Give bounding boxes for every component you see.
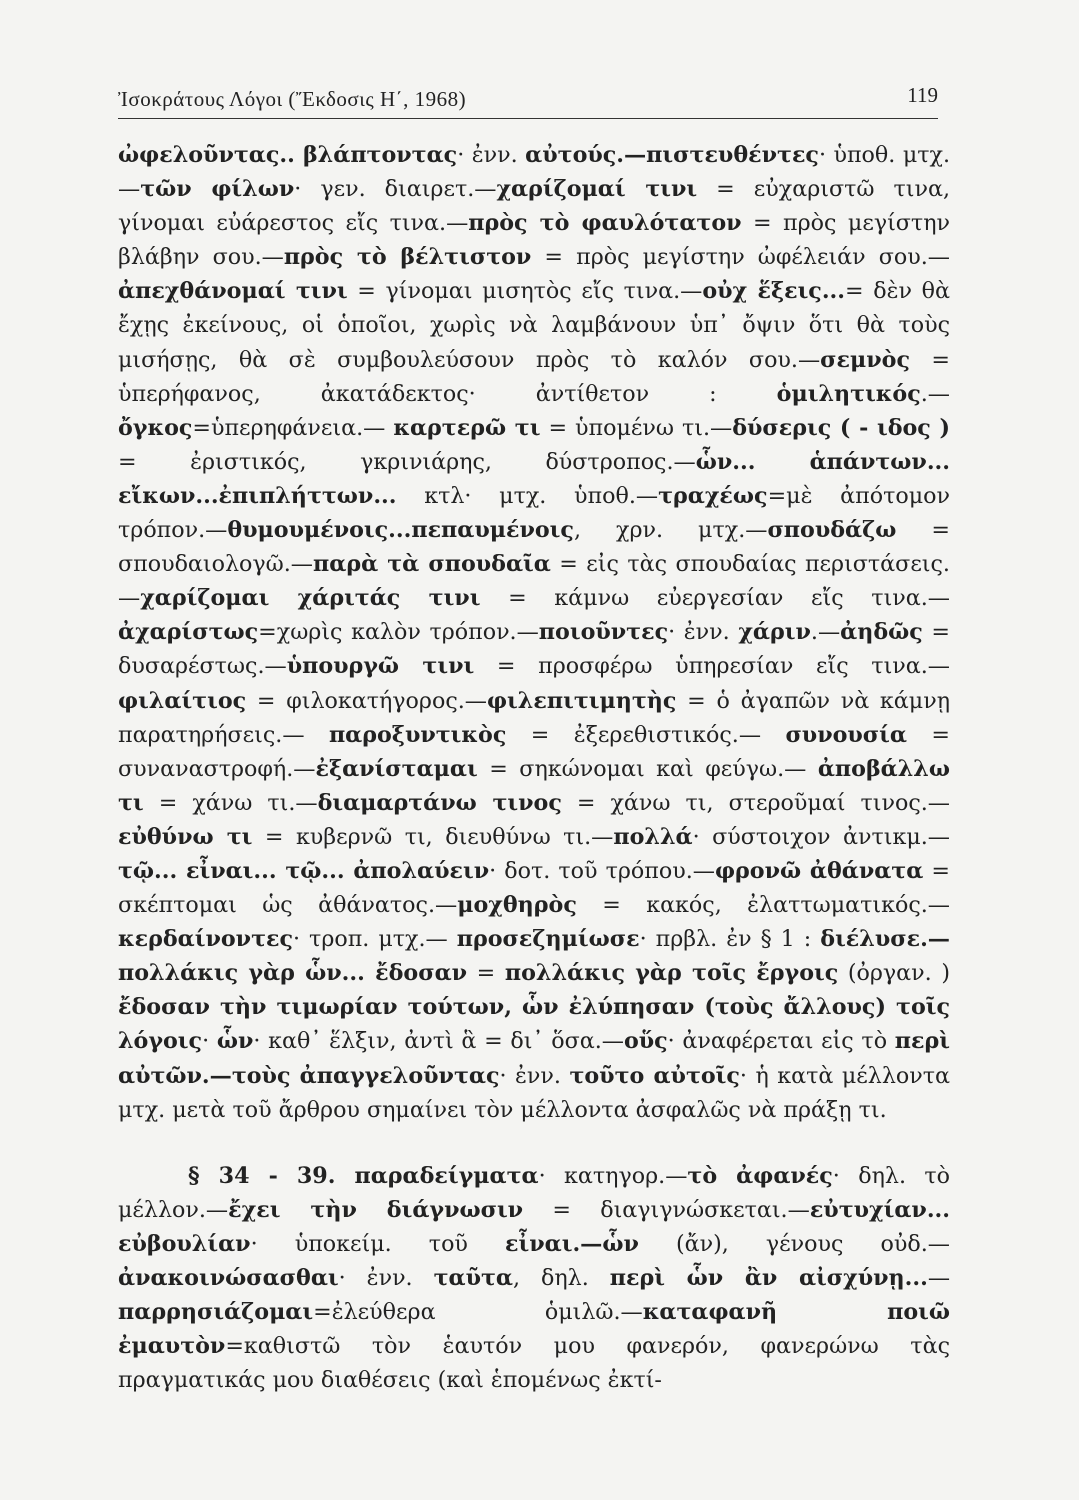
headword-term: παροξυντικὸς <box>328 721 507 748</box>
headword-term: θυμουμένοις...πεπαυμένοις <box>227 517 574 544</box>
headword-term: κερδαίνοντες <box>118 926 293 953</box>
headword-term: διέλυσε.—πολλάκις γὰρ ὧν... ἔδοσαν <box>118 926 950 987</box>
gloss-text: .— <box>920 380 950 407</box>
gloss-text: · καθ᾽ ἕλξιν, ἀντὶ ἃ = δι᾽ ὅσα.— <box>253 1028 624 1055</box>
headword-term: σεμνὸς <box>820 346 910 373</box>
gloss-text: κτλ· μτχ. ὑποθ.— <box>396 482 659 509</box>
headword-term: ἀχαρίστως <box>118 619 259 646</box>
gloss-text: = δὲν θὰ ἔχῃς ἐκείνους, οἱ ὁποῖοι, χωρὶς νὰ λαμβάνουν ὑπ᾽ ὄψιν ὅτι θὰ τοὺς μισήσῃς, θὰ σὲ συμβουλεύσουν πρὸς τὸ καλόν σου.— <box>118 278 950 373</box>
headword-term: περὶ ὧν ἂν αἰσχύνῃ... <box>609 1265 928 1291</box>
gloss-text: · ἐνν. <box>457 142 526 168</box>
running-title: Ἰσοκράτους Λόγοι (Ἔκδοσις Η΄, 1968) <box>118 87 467 111</box>
headword-term: εἶναι.—ὧν <box>505 1230 639 1257</box>
gloss-text: = συναναστροφή.— <box>118 721 950 782</box>
headword-term: οὐχ ἕξεις... <box>702 278 845 305</box>
gloss-text: , χρν. μτχ.— <box>573 517 768 544</box>
commentary-paragraph-1 <box>118 138 950 1127</box>
headword-term: εὐτυχίαν... εὐβουλίαν <box>118 1196 950 1257</box>
gloss-text: (ὀργαν. ) <box>838 960 950 987</box>
gloss-text: = γίνομαι μισητὸς εἴς τινα.— <box>347 278 703 305</box>
headword-term: τῷ... εἶναι... τῷ... ἀπολαύειν <box>118 857 490 884</box>
headword-term: παρρησιάζομαι <box>118 1299 314 1326</box>
headword-term: μοχθηρὸς <box>457 892 577 919</box>
headword-term: σπουδάζω <box>767 517 897 544</box>
gloss-text: · ἀναφέρεται εἰς τὸ <box>667 1028 895 1055</box>
headword-term: ὁμιλητικός <box>776 380 921 407</box>
gloss-text: = προσφέρω ὑπηρεσίαν εἴς τινα.— <box>474 653 950 680</box>
gloss-text: = χάνω τι.— <box>143 789 318 816</box>
headword-term: εὐθύνω τι <box>118 823 253 850</box>
headword-term: ταῦτα <box>433 1265 513 1291</box>
page-number: 119 <box>907 83 938 107</box>
headword-term: συνουσία <box>785 721 907 748</box>
gloss-text: = εὐχαριστῶ τινα, γίνομαι εὐάρεστος εἴς τινα.— <box>118 176 950 237</box>
headword-term: πρὸς τὸ βέλτιστον <box>283 244 532 271</box>
gloss-text: = κυβερνῶ τι, διευθύνω τι.— <box>252 823 614 850</box>
headword-term: παρὰ τὰ σπουδαῖα <box>313 551 551 578</box>
headword-term: ὧν... ἁπάντων... εἴκων...ἐπιπλήττων... <box>118 448 950 509</box>
headword-term: ὄγκος <box>118 414 193 441</box>
headword-term: ἀηδῶς <box>840 619 923 646</box>
headword-term: ἐξανίσταμαι <box>315 755 478 782</box>
gloss-text: = ὑπερήφανος, ἀκατάδεκτος· ἀντίθετον : <box>118 346 950 407</box>
gloss-text: · γεν. διαιρετ.— <box>294 176 497 203</box>
headword-term: φιλαίτιος <box>118 687 247 714</box>
headword-term: χαρίζομαι χάριτάς τινι <box>140 585 481 612</box>
gloss-text: · δοτ. τοῦ τρόπου.— <box>489 857 715 884</box>
gloss-text: = ὁ ἀγαπῶν νὰ κάμνῃ παρατηρήσεις.— <box>118 687 950 748</box>
gloss-text: · ἐνν. <box>499 1062 570 1089</box>
headword-term: τῶν φίλων <box>140 176 295 203</box>
gloss-text: , δηλ. <box>513 1265 610 1291</box>
headword-term: ἔδοσαν τὴν τιμωρίαν τούτων, ὧν ἐλύπησαν (τοὺς ἄλλους) τοῖς λόγοις <box>118 994 950 1055</box>
headword-term: § 34 - 39. παραδείγματα <box>188 1162 539 1189</box>
headword-term: αὐτούς.—πιστευθέντες <box>525 142 819 168</box>
headword-term: ποιοῦντες <box>538 619 669 646</box>
headword-term: ὠφελοῦντας.. βλάπτοντας <box>118 142 458 168</box>
headword-term: τοῦτο αὐτοῖς <box>569 1062 740 1089</box>
gloss-text: =ἐλεύθερα ὁμιλῶ.— <box>313 1299 643 1326</box>
headword-term: τραχέως <box>658 482 768 509</box>
headword-term: χαρίζομαί τινι <box>496 176 698 203</box>
gloss-text: · ἐνν. <box>668 619 739 646</box>
headword-term: διαμαρτάνω τινος <box>317 789 562 816</box>
gloss-text: .— <box>810 619 841 646</box>
headword-term: ὧν <box>216 1028 254 1055</box>
gloss-text: · ἡ κατὰ μέλλοντα μτχ. μετὰ τοῦ ἄρθρου σημαίνει τὸν μέλλοντα ἀσφαλῶς νὰ πράξῃ τι. <box>118 1062 951 1123</box>
headword-term: ἔχει τὴν διάγνωσιν <box>228 1196 524 1223</box>
gloss-text: · σύστοιχον ἀντικμ.— <box>692 823 950 850</box>
headword-term: καρτερῶ τι <box>393 414 541 441</box>
gloss-text: = σπουδαιολογῶ.— <box>118 517 950 578</box>
gloss-text: · <box>202 1028 217 1055</box>
gloss-text: = ἐξερεθιστικός.— <box>506 721 786 748</box>
headword-term: τὸ ἀφανές <box>687 1162 833 1189</box>
gloss-text: = κάμνω εὐεργεσίαν εἴς τινα.— <box>480 585 950 612</box>
headword-term: προσεζημίωσε <box>456 926 640 953</box>
gloss-text: · πρβλ. ἐν § 1 : <box>639 926 821 953</box>
headword-term: χάριν <box>738 619 811 646</box>
headword-term: φρονῶ ἀθάνατα <box>714 857 924 884</box>
headword-term: καταφανῆ ποιῶ ἐμαυτὸν <box>118 1299 950 1360</box>
gloss-text: = σηκώνομαι καὶ φεύγω.— <box>477 755 818 782</box>
gloss-text: = δυσαρέστως.— <box>118 619 950 680</box>
gloss-text: = διαγιγνώσκεται.— <box>523 1196 810 1223</box>
gloss-text: = πρὸς μεγίστην ὠφέλειάν σου.— <box>531 244 950 271</box>
headword-term: ἀπεχθάνομαί τινι <box>118 278 348 305</box>
headword-term: ἀνακοινώσασθαι <box>118 1265 339 1291</box>
headword-term: πολλά <box>613 823 693 850</box>
gloss-text: = <box>467 960 505 987</box>
gloss-text: = κακός, ἐλαττωματικός.— <box>576 892 950 919</box>
gloss-text: =ὑπερηφάνεια.— <box>192 414 394 441</box>
gloss-text: · ὑποθ. μτχ. — <box>118 142 951 203</box>
headword-term: ὑπουργῶ τινι <box>286 653 475 680</box>
running-header <box>118 78 938 119</box>
gloss-text: = ἐριστικός, γκρινιάρης, δύστροπος.— <box>118 448 696 475</box>
gloss-text: = σκέπτομαι ὡς ἀθάνατος.— <box>118 857 950 919</box>
commentary-paragraph-2 <box>118 1159 950 1398</box>
gloss-text: =χωρὶς καλὸν τρόπον.— <box>258 619 539 646</box>
gloss-text: · ἐνν. <box>338 1265 434 1291</box>
gloss-text: — <box>927 1265 950 1291</box>
gloss-text: (ἄν), γένους οὐδ.— <box>638 1230 950 1257</box>
headword-term: οὕς <box>623 1028 668 1055</box>
gloss-text: = εἰς τὰς σπουδαίας περιστάσεις.— <box>118 551 950 612</box>
gloss-text: = ὑπομένω τι.— <box>540 414 733 441</box>
headword-term: δύσερις ( - ιδος ) <box>732 414 950 441</box>
headword-term: περὶ αὐτῶν.—τοὺς ἀπαγγελοῦντας <box>118 1028 950 1089</box>
gloss-text: · κατηγορ.— <box>538 1162 688 1189</box>
headword-term: ἀποβάλλω τι <box>118 755 950 816</box>
gloss-text: = χάνω τι, στεροῦμαί τινος.— <box>561 789 950 816</box>
gloss-text: =καθιστῶ τὸν ἑαυτόν μου φανερόν, φανερώνω τὰς πραγματικάς μου διαθέσεις (καὶ ἑπομένως ἐκτί- <box>118 1333 950 1394</box>
gloss-text: · τροπ. μτχ.— <box>293 926 457 953</box>
gloss-text: = φιλοκατήγορος.— <box>246 687 487 714</box>
gloss-text: · ὑποκείμ. τοῦ <box>250 1230 506 1257</box>
gloss-text: =μὲ ἀπότομον τρόπον.— <box>118 482 950 544</box>
gloss-text: · δηλ. τὸ μέλλον.— <box>118 1162 951 1223</box>
headword-term: φιλεπιτιμητὴς <box>486 687 677 714</box>
headword-term: πρὸς τὸ φαυλότατον <box>468 210 742 237</box>
headword-term: πολλάκις γὰρ τοῖς ἔργοις <box>504 960 839 987</box>
gloss-text: = πρὸς μεγίστην βλάβην σου.— <box>118 210 950 271</box>
text-body <box>118 138 950 1397</box>
